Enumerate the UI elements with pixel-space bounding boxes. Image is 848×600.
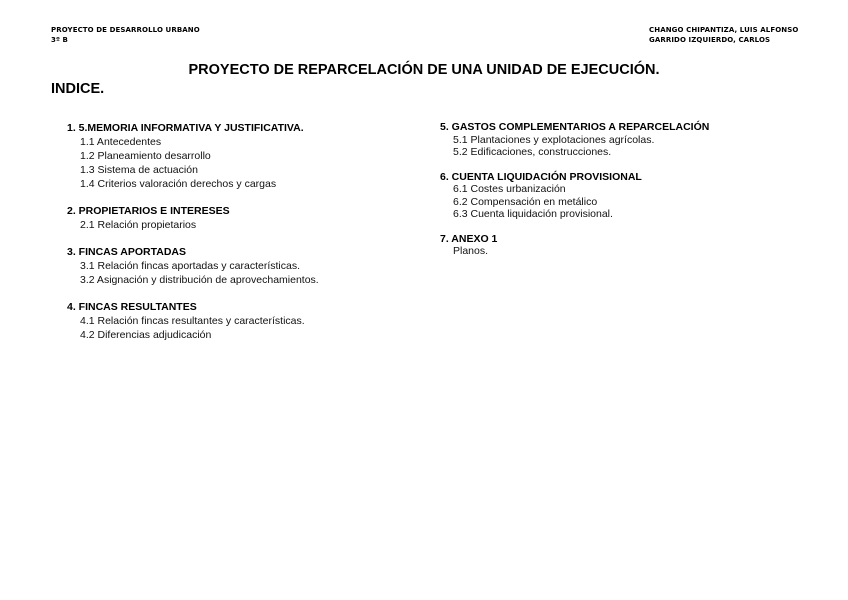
index-section-5: [440, 121, 709, 159]
section-title: 6. CUENTA LIQUIDACIÓN PROVISIONAL: [440, 170, 642, 183]
section-item: 2.1 Relación propietarios: [80, 219, 197, 231]
course-title: PROYECTO DE DESARROLLO URBANO: [51, 26, 200, 34]
section-item: 3.2 Asignación y distribución de aprovechamientos.: [80, 274, 319, 286]
section-title: 5. GASTOS COMPLEMENTARIOS A REPARCELACIÓN: [440, 121, 710, 133]
index-section-6: [440, 171, 709, 221]
index-heading: INDICE.: [51, 81, 105, 97]
index-section-7: [440, 233, 709, 258]
section-item: 3.1 Relación fincas aportadas y características.: [80, 260, 301, 272]
header-left: [51, 25, 200, 45]
section-title: 1. 5.MEMORIA INFORMATIVA Y JUSTIFICATIVA.: [67, 122, 304, 134]
section-item: 6.2 Compensación en metálico: [453, 195, 598, 208]
section-title: 2. PROPIETARIOS E INTERESES: [67, 205, 230, 217]
section-item: 1.4 Criterios valoración derechos y cargas: [80, 178, 277, 190]
section-item: 5.2 Edificaciones, construcciones.: [453, 146, 612, 158]
index-section-1: [67, 121, 319, 191]
author-2: GARRIDO IZQUIERDO, CARLOS: [649, 36, 771, 44]
document-title: PROYECTO DE REPARCELACIÓN DE UNA UNIDAD DE EJECUCIÓN.: [188, 62, 660, 78]
author-1: CHANGO CHIPANTIZA, LUIS ALFONSO: [649, 26, 799, 34]
index-section-2: [67, 204, 319, 232]
course-group: 3º B: [51, 36, 68, 44]
section-title: 4. FINCAS RESULTANTES: [67, 301, 197, 313]
index-section-4: [67, 300, 319, 342]
section-item: 1.3 Sistema de actuación: [80, 164, 198, 176]
section-item: 4.1 Relación fincas resultantes y características.: [80, 315, 305, 327]
section-title: 3. FINCAS APORTADAS: [67, 246, 187, 258]
section-title: 7. ANEXO 1: [440, 232, 498, 245]
section-item: 1.1 Antecedentes: [80, 136, 162, 148]
section-item: 4.2 Diferencias adjudicación: [80, 329, 212, 341]
header-right: [649, 25, 798, 45]
section-item: 6.1 Costes urbanización: [453, 183, 566, 195]
section-item: Planos.: [453, 245, 489, 257]
index-column-left: [67, 121, 319, 355]
section-item: 5.1 Plantaciones y explotaciones agrícolas.: [453, 133, 655, 146]
section-item: 6.3 Cuenta liquidación provisional.: [453, 208, 613, 220]
index-column-right: [440, 121, 709, 270]
index-section-3: [67, 245, 319, 287]
section-item: 1.2 Planeamiento desarrollo: [80, 150, 211, 162]
